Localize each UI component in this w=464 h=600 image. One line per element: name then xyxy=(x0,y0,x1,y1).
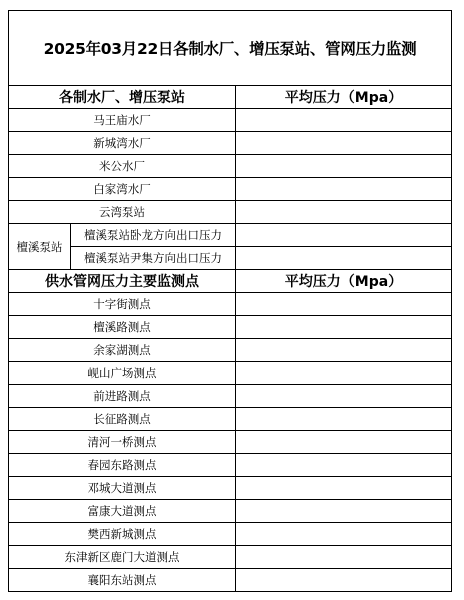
table-row xyxy=(9,523,452,546)
section2-header-right: 平均压力（Mpa） xyxy=(236,270,452,293)
pressure-value xyxy=(236,201,452,224)
pressure-value xyxy=(236,339,452,362)
pressure-value xyxy=(236,316,452,339)
pressure-value xyxy=(236,109,452,132)
pressure-table xyxy=(8,10,452,592)
section1-header-row xyxy=(9,86,452,109)
table-row xyxy=(9,247,452,270)
monitor-point-name: 长征路测点 xyxy=(9,408,236,431)
station-name: 马王庙水厂 xyxy=(9,109,236,132)
monitor-point-name: 清河一桥测点 xyxy=(9,431,236,454)
table-row xyxy=(9,201,452,224)
station-name: 檀溪泵站尹集方向出口压力 xyxy=(71,247,236,270)
pressure-value xyxy=(236,362,452,385)
pressure-value xyxy=(236,500,452,523)
monitor-point-name: 岘山广场测点 xyxy=(9,362,236,385)
table-row xyxy=(9,362,452,385)
monitor-point-name: 余家湖测点 xyxy=(9,339,236,362)
table-row xyxy=(9,224,452,247)
table-row xyxy=(9,408,452,431)
monitor-point-name: 檀溪路测点 xyxy=(9,316,236,339)
title-row xyxy=(9,11,452,86)
section1-header-left: 各制水厂、增压泵站 xyxy=(9,86,236,109)
monitor-point-name: 前进路测点 xyxy=(9,385,236,408)
table-row xyxy=(9,316,452,339)
table-row xyxy=(9,109,452,132)
table-row xyxy=(9,569,452,592)
monitor-point-name: 十字街测点 xyxy=(9,293,236,316)
table-row xyxy=(9,178,452,201)
monitor-point-name: 襄阳东站测点 xyxy=(9,569,236,592)
pressure-value xyxy=(236,523,452,546)
section2-header-left: 供水管网压力主要监测点 xyxy=(9,270,236,293)
station-name: 云湾泵站 xyxy=(9,201,236,224)
group-label: 檀溪泵站 xyxy=(9,224,71,270)
monitor-point-name: 樊西新城测点 xyxy=(9,523,236,546)
table-row xyxy=(9,431,452,454)
monitor-point-name: 春园东路测点 xyxy=(9,454,236,477)
section2-header-row xyxy=(9,270,452,293)
pressure-value xyxy=(236,293,452,316)
pressure-value xyxy=(236,408,452,431)
table-row xyxy=(9,546,452,569)
pressure-value xyxy=(236,454,452,477)
station-name: 新城湾水厂 xyxy=(9,132,236,155)
station-name: 米公水厂 xyxy=(9,155,236,178)
monitor-point-name: 富康大道测点 xyxy=(9,500,236,523)
monitor-point-name: 东津新区鹿门大道测点 xyxy=(9,546,236,569)
pressure-value xyxy=(236,178,452,201)
table-row xyxy=(9,385,452,408)
table-row xyxy=(9,293,452,316)
pressure-value xyxy=(236,385,452,408)
pressure-value xyxy=(236,155,452,178)
pressure-value xyxy=(236,431,452,454)
table-row xyxy=(9,155,452,178)
pressure-value xyxy=(236,247,452,270)
pressure-value xyxy=(236,546,452,569)
table-row xyxy=(9,132,452,155)
pressure-value xyxy=(236,224,452,247)
pressure-value xyxy=(236,477,452,500)
pressure-value xyxy=(236,132,452,155)
pressure-value xyxy=(236,569,452,592)
station-name: 白家湾水厂 xyxy=(9,178,236,201)
table-row xyxy=(9,339,452,362)
table-row xyxy=(9,454,452,477)
station-name: 檀溪泵站卧龙方向出口压力 xyxy=(71,224,236,247)
monitor-point-name: 邓城大道测点 xyxy=(9,477,236,500)
section1-header-right: 平均压力（Mpa） xyxy=(236,86,452,109)
pressure-report-sheet xyxy=(8,10,451,592)
table-row xyxy=(9,477,452,500)
report-title: 2025年03月22日各制水厂、增压泵站、管网压力监测 xyxy=(9,11,452,86)
table-row xyxy=(9,500,452,523)
